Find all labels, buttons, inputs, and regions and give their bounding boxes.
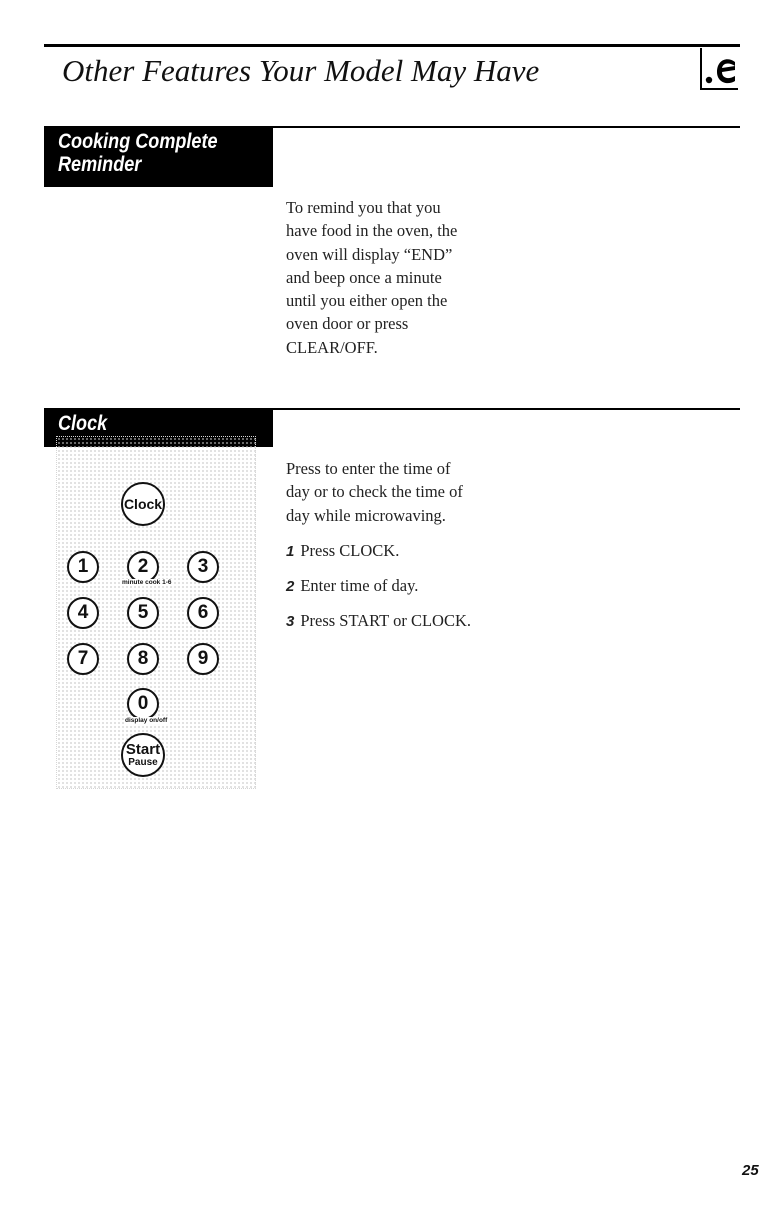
reminder-line: and beep once a minute <box>286 267 442 287</box>
clock-key-label: Clock <box>123 496 163 512</box>
step-text: Enter time of day. <box>300 576 419 596</box>
digit-9-key: 9 <box>187 643 219 675</box>
digit-0-key: 0 <box>127 688 159 720</box>
digit-6-key: 6 <box>187 597 219 629</box>
page-number: 25 <box>742 1162 759 1179</box>
clock-key <box>121 482 165 526</box>
keypad-illustration <box>56 436 256 789</box>
display-on-off-label: display on/off <box>125 717 168 724</box>
clock-description <box>286 457 586 645</box>
reminder-line: oven door or press <box>286 314 409 334</box>
step-text: Press START or CLOCK. <box>300 611 471 631</box>
reminder-line: until you either open the <box>286 291 448 311</box>
clock-intro-line: Press to enter the time of <box>286 459 451 478</box>
clock-step <box>286 539 586 563</box>
manual-logo-icon <box>700 48 738 90</box>
reminder-line: CLEAR/OFF. <box>286 337 378 357</box>
step-text: Press CLOCK. <box>300 540 400 560</box>
digit-3-key: 3 <box>187 551 219 583</box>
digit-4-key: 4 <box>67 597 99 629</box>
clock-step <box>286 609 586 633</box>
minute-cook-label: minute cook 1-6 <box>122 579 172 586</box>
digit-8-key: 8 <box>127 643 159 675</box>
start-label: Start <box>125 741 161 758</box>
step-number: 1 <box>286 542 295 560</box>
reminder-line: To remind you that you <box>286 198 441 217</box>
reminder-section-heading <box>44 127 273 187</box>
reminder-line: have food in the oven, the <box>286 221 458 241</box>
step-number: 2 <box>286 578 295 596</box>
digit-7-key: 7 <box>67 643 99 675</box>
clock-intro-line: day or to check the time of <box>286 482 463 502</box>
reminder-heading-line2: Reminder <box>58 153 142 176</box>
clock-heading-text: Clock <box>58 412 108 435</box>
clock-intro-line: day while microwaving. <box>286 505 446 525</box>
reminder-paragraph <box>286 196 546 359</box>
header-rule <box>44 44 740 47</box>
digit-5-key: 5 <box>127 597 159 629</box>
pause-label: Pause <box>128 757 158 768</box>
page-title: Other Features Your Model May Have <box>62 53 540 88</box>
reminder-line: oven will display “END” <box>286 244 453 264</box>
digit-2-key: 2 <box>127 551 159 583</box>
step-number: 3 <box>286 613 295 631</box>
digit-1-key: 1 <box>67 551 99 583</box>
reminder-heading-line1: Cooking Complete <box>58 130 218 153</box>
clock-step <box>286 574 586 598</box>
start-pause-key <box>121 733 165 777</box>
